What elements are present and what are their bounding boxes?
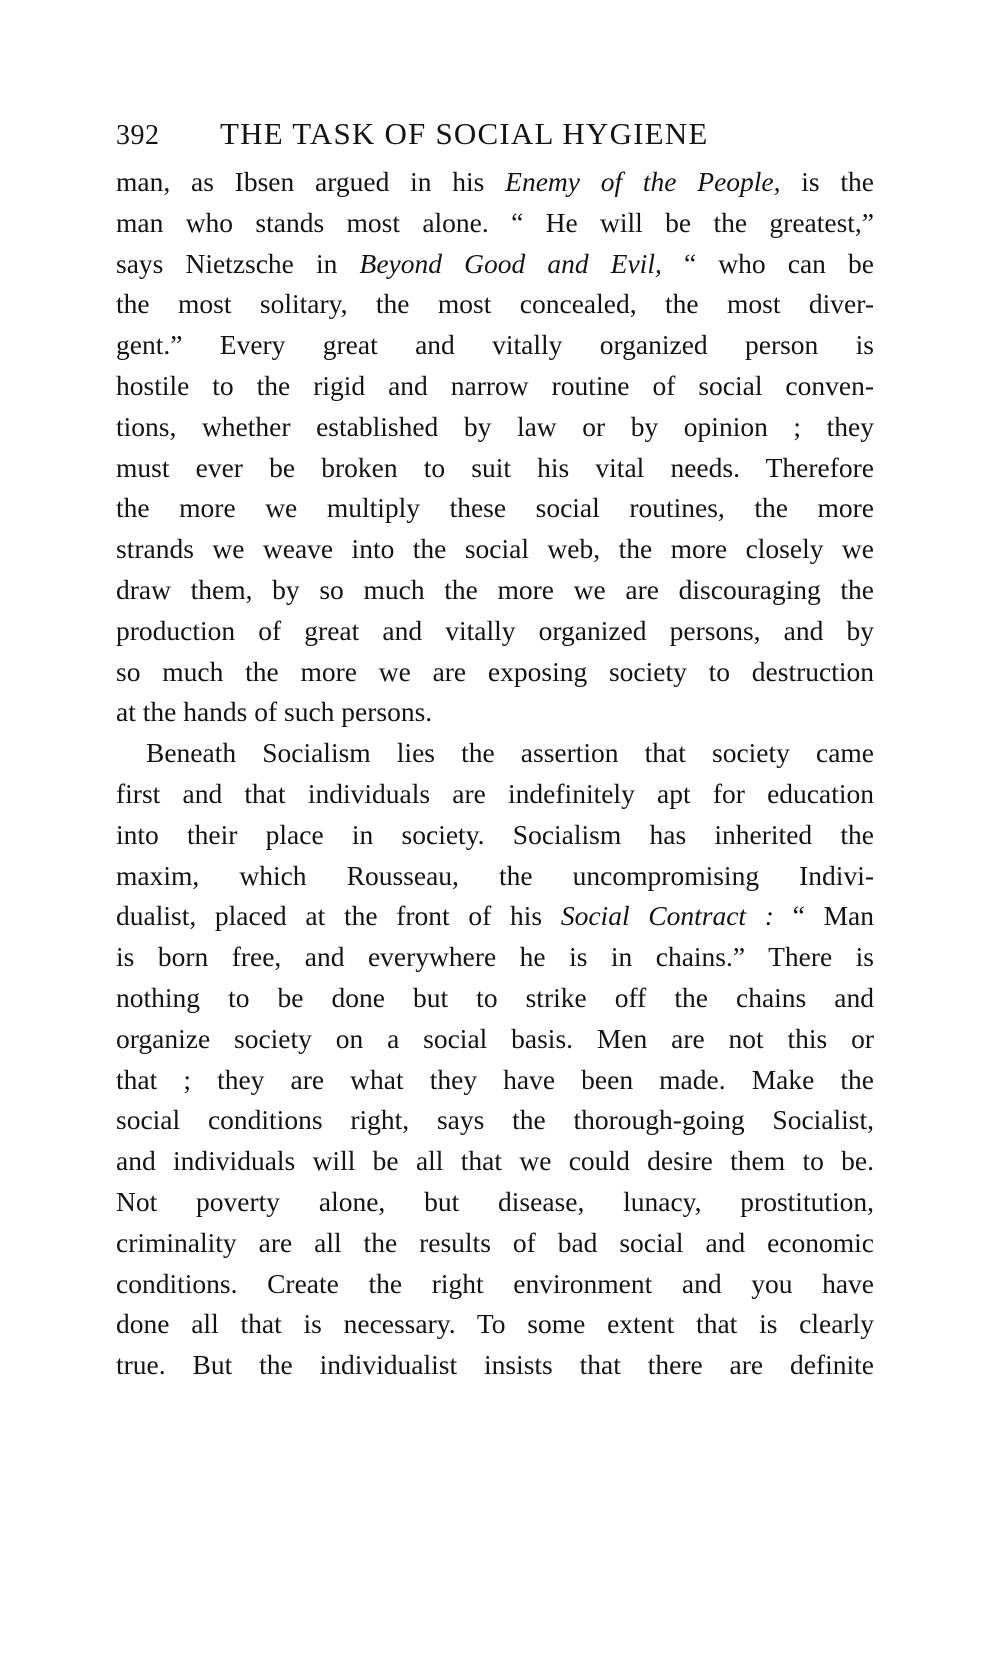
text-segment: nothing to be done but to strike off the chains and (116, 981, 874, 1013)
text-line (116, 692, 874, 733)
text-line (116, 1182, 874, 1223)
text-line (116, 1141, 874, 1182)
text-segment: at the hands of such persons. (116, 696, 433, 728)
text-line (116, 611, 874, 652)
text-line (116, 529, 874, 570)
text-segment: is born free, and everywhere he is in chains.” There is (116, 941, 874, 973)
text-segment: man, as Ibsen argued in his (116, 166, 506, 197)
text-line (116, 284, 874, 325)
text-segment: draw them, by so much the more we are discouraging the (116, 573, 874, 605)
text-line (116, 244, 874, 285)
text-segment: that ; they are what they have been made. Make the (116, 1063, 874, 1095)
text-segment: “ who can be (661, 247, 874, 279)
text-line (116, 1223, 874, 1264)
text-line (116, 407, 874, 448)
italic-title: Beyond Good and Evil, (359, 247, 662, 279)
text-line (116, 978, 874, 1019)
text-segment: Beneath Socialism lies the assertion that society came (146, 737, 874, 769)
text-line (116, 203, 874, 244)
text-segment: so much the more we are exposing society to destruction (116, 655, 874, 687)
text-segment: first and that individuals are indefinitely apt for education (116, 777, 874, 809)
text-segment: dualist, placed at the front of his (116, 900, 561, 932)
text-line (116, 1304, 874, 1345)
text-segment: and individuals will be all that we could desire them to be. (116, 1145, 874, 1177)
text-segment: Not poverty alone, but disease, lunacy, prostitution, (116, 1185, 874, 1217)
text-line (116, 1019, 874, 1060)
italic-title: Social Contract : (560, 900, 774, 932)
text-segment: conditions. Create the right environment and you have (116, 1267, 874, 1299)
text-line (116, 1264, 874, 1305)
text-line (116, 652, 874, 693)
text-segment: into their place in society. Socialism has inherited the (116, 818, 874, 850)
text-line (116, 1345, 874, 1386)
text-segment: criminality are all the results of bad social and economic (116, 1226, 874, 1258)
running-title: THE TASK OF SOCIAL HYGIENE (220, 116, 709, 151)
text-segment: true. But the individualist insists that there are definite (116, 1349, 874, 1381)
text-line (116, 774, 874, 815)
text-line (116, 325, 874, 366)
text-line (116, 570, 874, 611)
text-segment: the most solitary, the most concealed, the most diver- (116, 288, 874, 320)
text-segment: says Nietzsche in (116, 247, 360, 279)
text-segment: tions, whether established by law or by opinion ; they (116, 410, 874, 442)
page-number: 392 (116, 120, 160, 151)
text-segment: must ever be broken to suit his vital needs. Therefore (116, 451, 874, 483)
text-segment: the more we multiply these social routines, the more (116, 492, 874, 524)
text-segment: hostile to the rigid and narrow routine of social conven- (116, 369, 874, 401)
text-line (116, 856, 874, 897)
book-page (116, 112, 874, 1386)
text-segment: social conditions right, says the thorough-going Socialist, (116, 1104, 874, 1136)
text-segment: is the (780, 166, 875, 197)
paragraph-1 (116, 162, 874, 733)
text-line (116, 896, 874, 937)
text-line (116, 815, 874, 856)
text-line (116, 488, 874, 529)
text-line (116, 733, 874, 774)
text-line (116, 162, 874, 203)
running-head (116, 112, 874, 162)
text-segment: production of great and vitally organized persons, and by (116, 614, 874, 646)
text-line (116, 366, 874, 407)
text-line (116, 448, 874, 489)
text-segment: strands we weave into the social web, the more closely we (116, 533, 874, 565)
body-text (116, 162, 874, 1386)
text-segment: organize society on a social basis. Men are not this or (116, 1022, 874, 1054)
text-line (116, 1060, 874, 1101)
text-segment: done all that is necessary. To some extent that is clearly (116, 1308, 874, 1340)
text-line (116, 1100, 874, 1141)
text-segment: maxim, which Rousseau, the uncompromising Indivi- (116, 859, 874, 891)
text-segment: gent.” Every great and vitally organized person is (116, 329, 874, 361)
text-segment: man who stands most alone. “ He will be the greatest,” (116, 206, 874, 238)
italic-title: Enemy of the People, (505, 166, 781, 197)
text-line (116, 937, 874, 978)
paragraph-2 (116, 733, 874, 1386)
text-segment: “ Man (773, 900, 874, 932)
